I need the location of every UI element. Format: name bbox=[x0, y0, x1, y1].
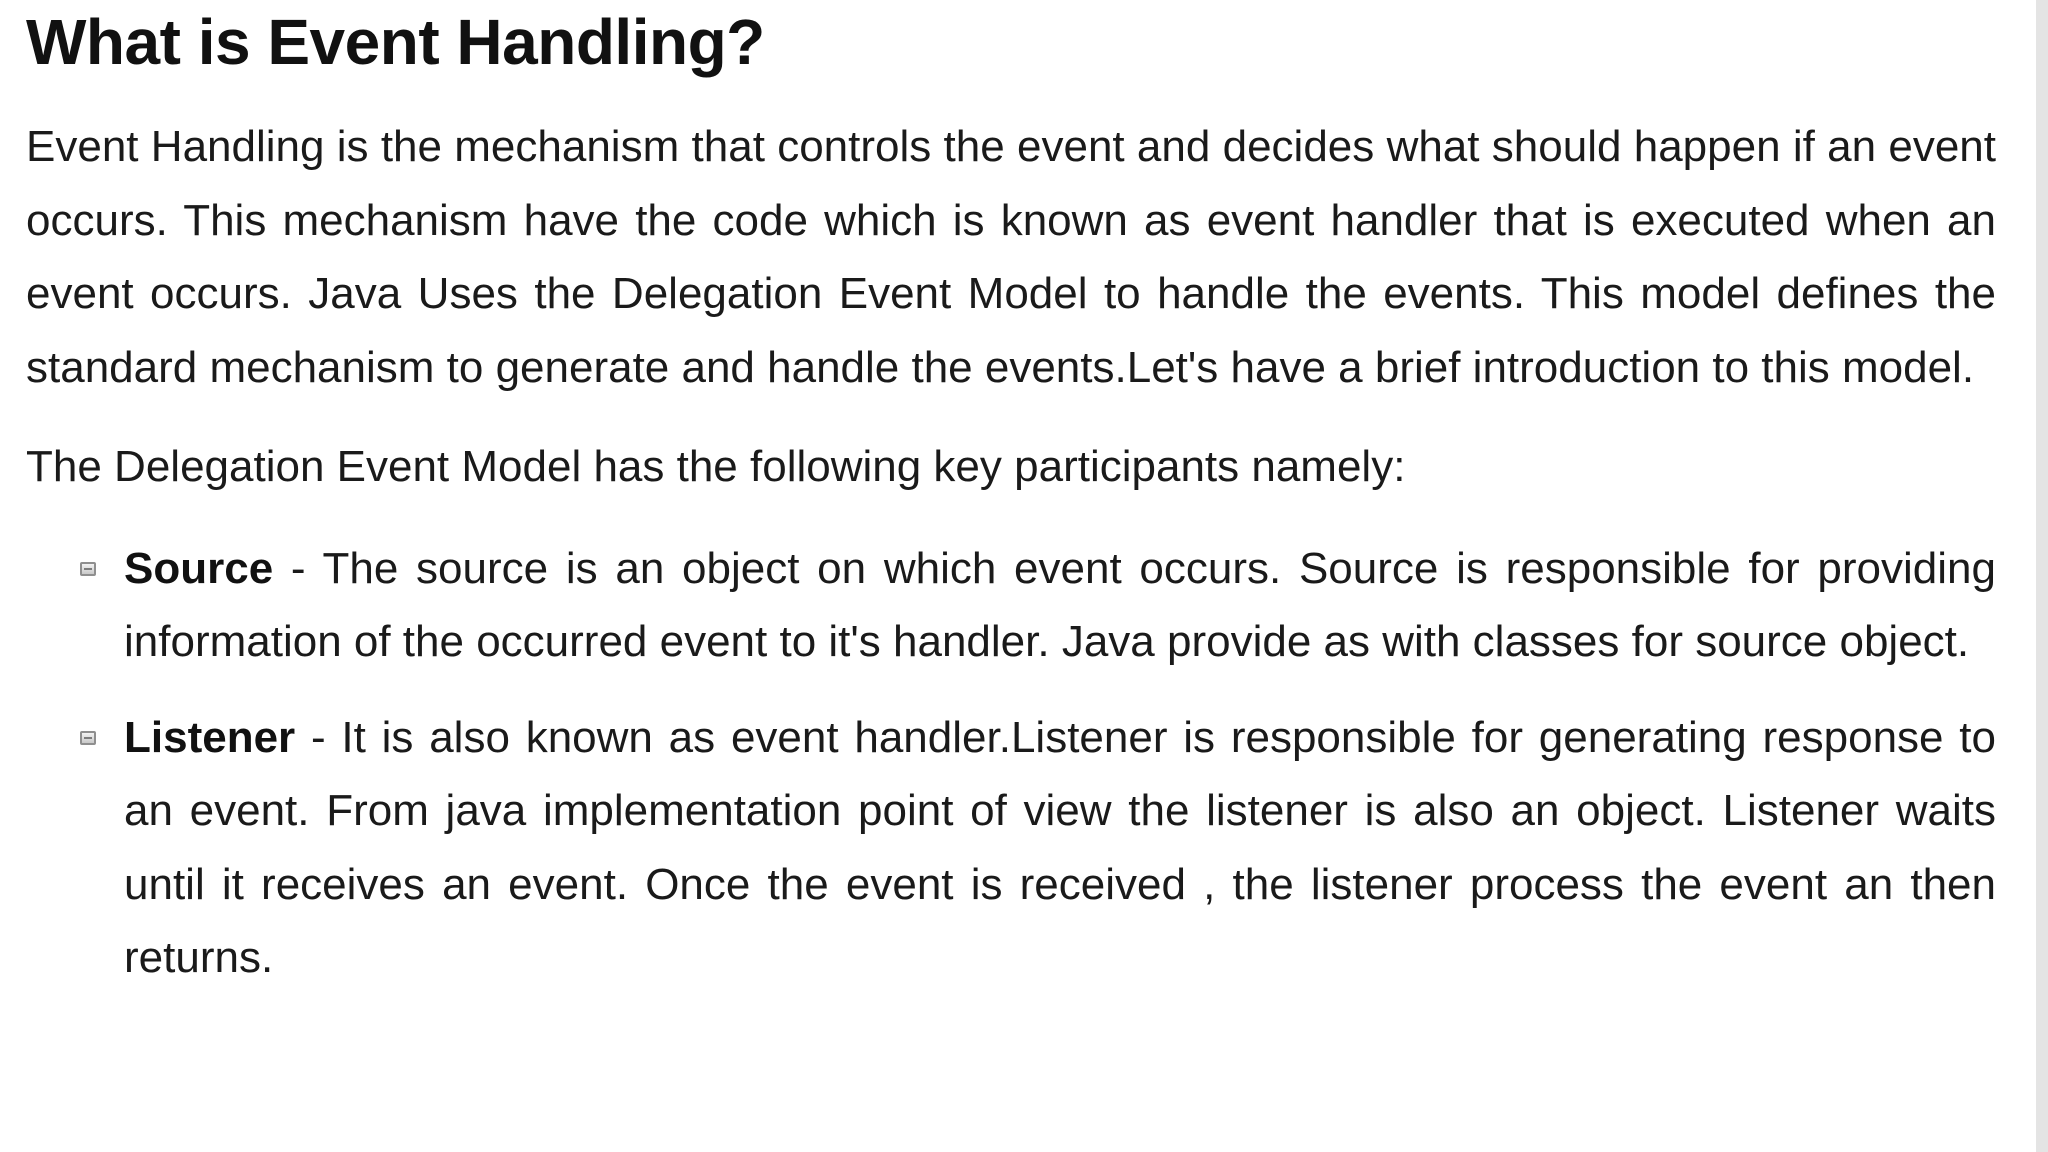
participant-term: Listener bbox=[124, 712, 296, 762]
participant-separator: - bbox=[273, 543, 323, 593]
participant-term: Source bbox=[124, 543, 274, 593]
list-item-source bbox=[124, 532, 1996, 679]
participant-description: The source is an object on which event occurs. Source is responsible for providing information of the occurred event to it's handler. Java provide as with classes for source object. bbox=[124, 543, 1996, 666]
participants-list bbox=[26, 532, 1996, 995]
participants-intro: The Delegation Event Model has the following key participants namely: bbox=[26, 442, 1406, 491]
participant-description: It is also known as event handler.Listener is responsible for generating response to an event. From java implementation point of view the listener is also an object. Listener waits until it receives an event. Once the event is received , the listener process the event an then returns. bbox=[124, 712, 1996, 982]
article-content bbox=[26, 0, 1996, 1017]
page-title: What is Event Handling? bbox=[26, 6, 765, 78]
participant-separator: - bbox=[295, 712, 342, 762]
list-item-listener bbox=[124, 701, 1996, 995]
scrollbar-track[interactable] bbox=[2036, 0, 2048, 1152]
square-bullet-icon bbox=[80, 562, 96, 576]
intro-paragraph: Event Handling is the mechanism that controls the event and decides what should happen if an event occurs. This mechanism have the code which is known as event handler that is executed when an event occurs. Java Uses the Delegation Event Model to handle the events. This model defines the standard mechanism to generate and handle the events.Let's have a brief introduction to this model. bbox=[26, 122, 1996, 392]
square-bullet-icon bbox=[80, 731, 96, 745]
